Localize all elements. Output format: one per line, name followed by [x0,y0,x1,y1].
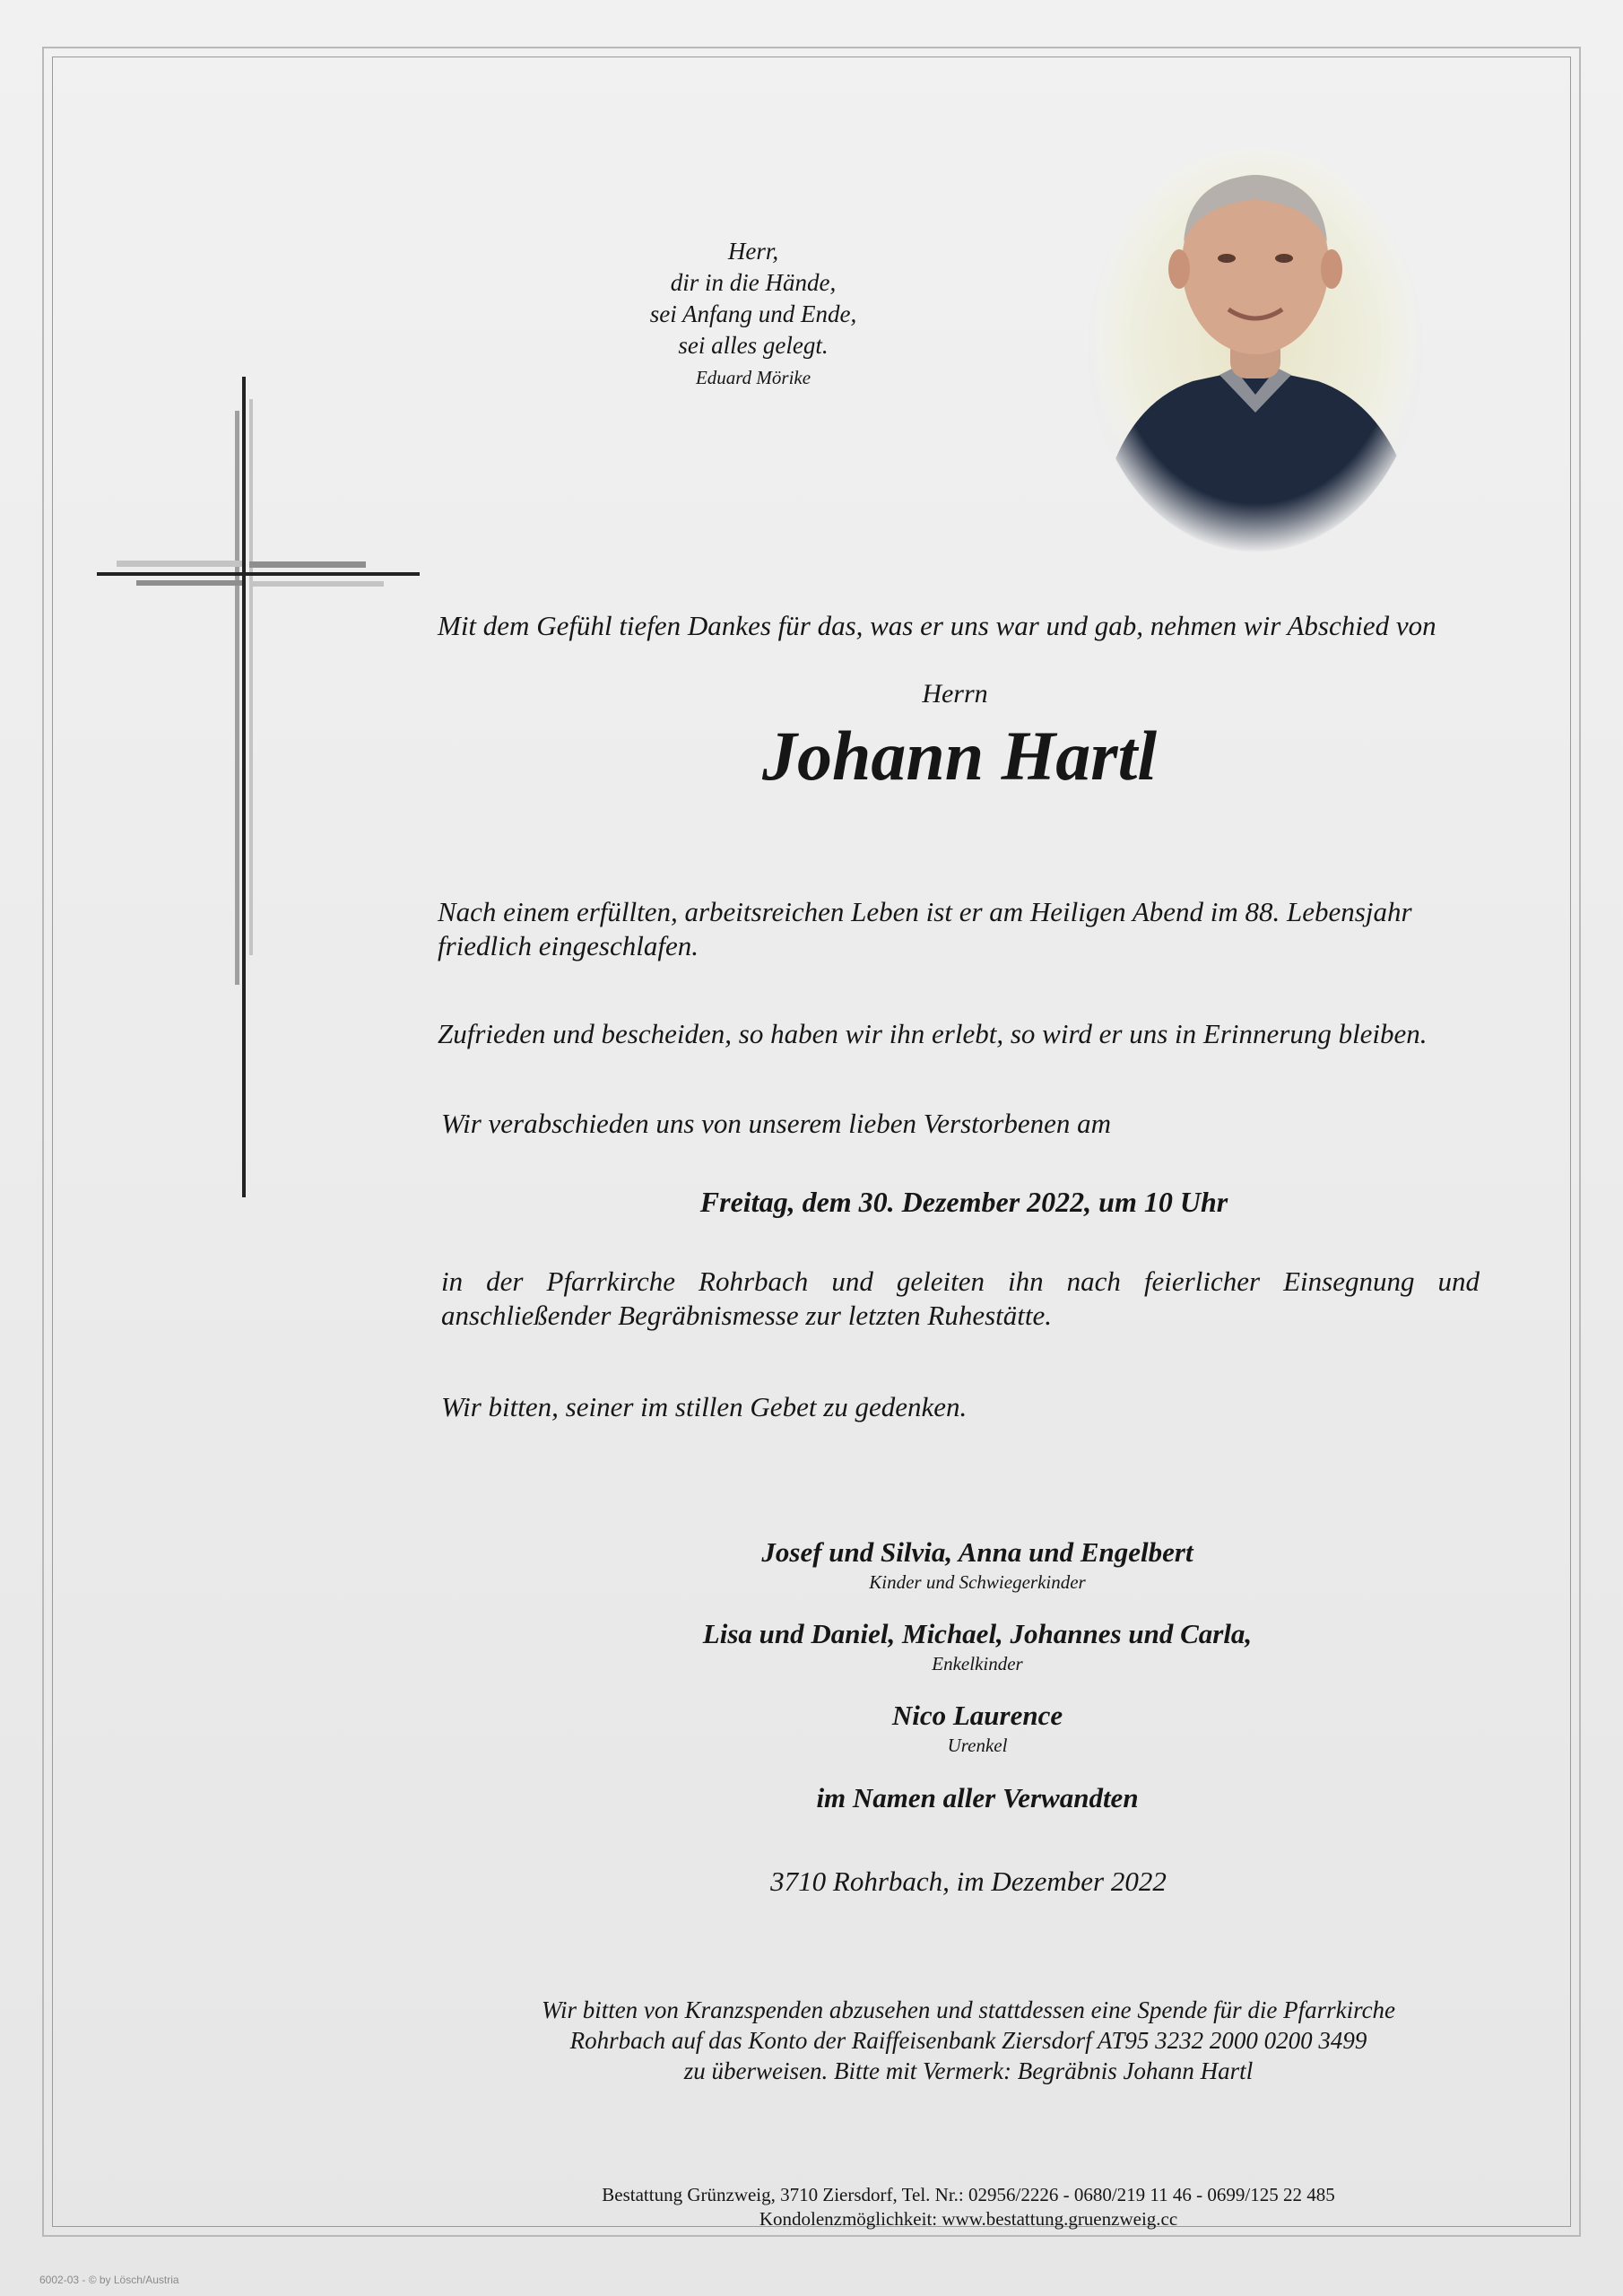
family-role: Kinder und Schwiegerkinder [869,1571,1086,1593]
prayer-paragraph: Wir bitten, seiner im stillen Gebet zu gedenken. [441,1391,968,1422]
family-role: Urenkel [947,1735,1008,1756]
donation-line: zu überweisen. Bitte mit Vermerk: Begräbnis Johann Hartl [683,2057,1254,2084]
quote-poem [574,236,933,361]
family-names: Lisa und Daniel, Michael, Johannes und Carla, [702,1618,1253,1649]
intro-text: Mit dem Gefühl tiefen Dankes für das, was er uns war und gab, nehmen wir Abschied von [438,610,1436,641]
deceased-name: Johann Hartl [761,717,1157,795]
portrait-photo [1085,144,1426,556]
cross-ornament [90,377,430,1202]
footer-contact: Bestattung Grünzweig, 3710 Ziersdorf, Tel. Nr.: 02956/2226 - 0680/219 11 46 - 0699/125 22 485 [602,2184,1335,2205]
quote-line: dir in die Hände, [670,269,837,296]
copyright-notice: 6002-03 - © by Lösch/Austria [39,2274,179,2286]
quote-line: sei alles gelegt. [678,332,829,359]
family-names: Nico Laurence [891,1700,1063,1731]
honorific: Herrn [922,679,988,709]
service-place-paragraph: in der Pfarrkirche Rohrbach und geleiten ihn nach feierlicher Einsegnung und anschließender Begräbnismesse zur letzten Ruhestätte. [441,1265,1480,1331]
character-paragraph: Zufrieden und bescheiden, so haben wir ihn erlebt, so wird er uns in Erinnerung bleiben. [438,1018,1428,1049]
quote-line: Herr, [727,238,779,265]
family-closing: im Namen aller Verwandten [816,1782,1139,1813]
footer-condolence: Kondolenzmöglichkeit: www.bestattung.gruenzweig.cc [759,2208,1178,2230]
farewell-paragraph: Wir verabschieden uns von unserem lieben Verstorbenen am [441,1108,1111,1139]
donation-line: Rohrbach auf das Konto der Raiffeisenbank Ziersdorf AT95 3232 2000 0200 3499 [569,2027,1367,2054]
quote-author: Eduard Mörike [695,367,812,388]
family-role: Enkelkinder [932,1653,1023,1674]
donation-line: Wir bitten von Kranzspenden abzusehen und stattdessen eine Spende für die Pfarrkirche [541,1996,1396,2023]
service-date: Freitag, dem 30. Dezember 2022, um 10 Uhr [699,1186,1228,1218]
quote-line: sei Anfang und Ende, [649,300,857,327]
place-date: 3710 Rohrbach, im Dezember 2022 [770,1866,1167,1897]
family-names: Josef und Silvia, Anna und Engelbert [761,1536,1193,1568]
donation-note [430,1995,1506,2086]
funeral-home-footer [430,2183,1506,2231]
life-paragraph: Nach einem erfüllten, arbeitsreichen Leben ist er am Heiligen Abend im 88. Lebensjahr friedlich eingeschlafen. [438,896,1412,961]
